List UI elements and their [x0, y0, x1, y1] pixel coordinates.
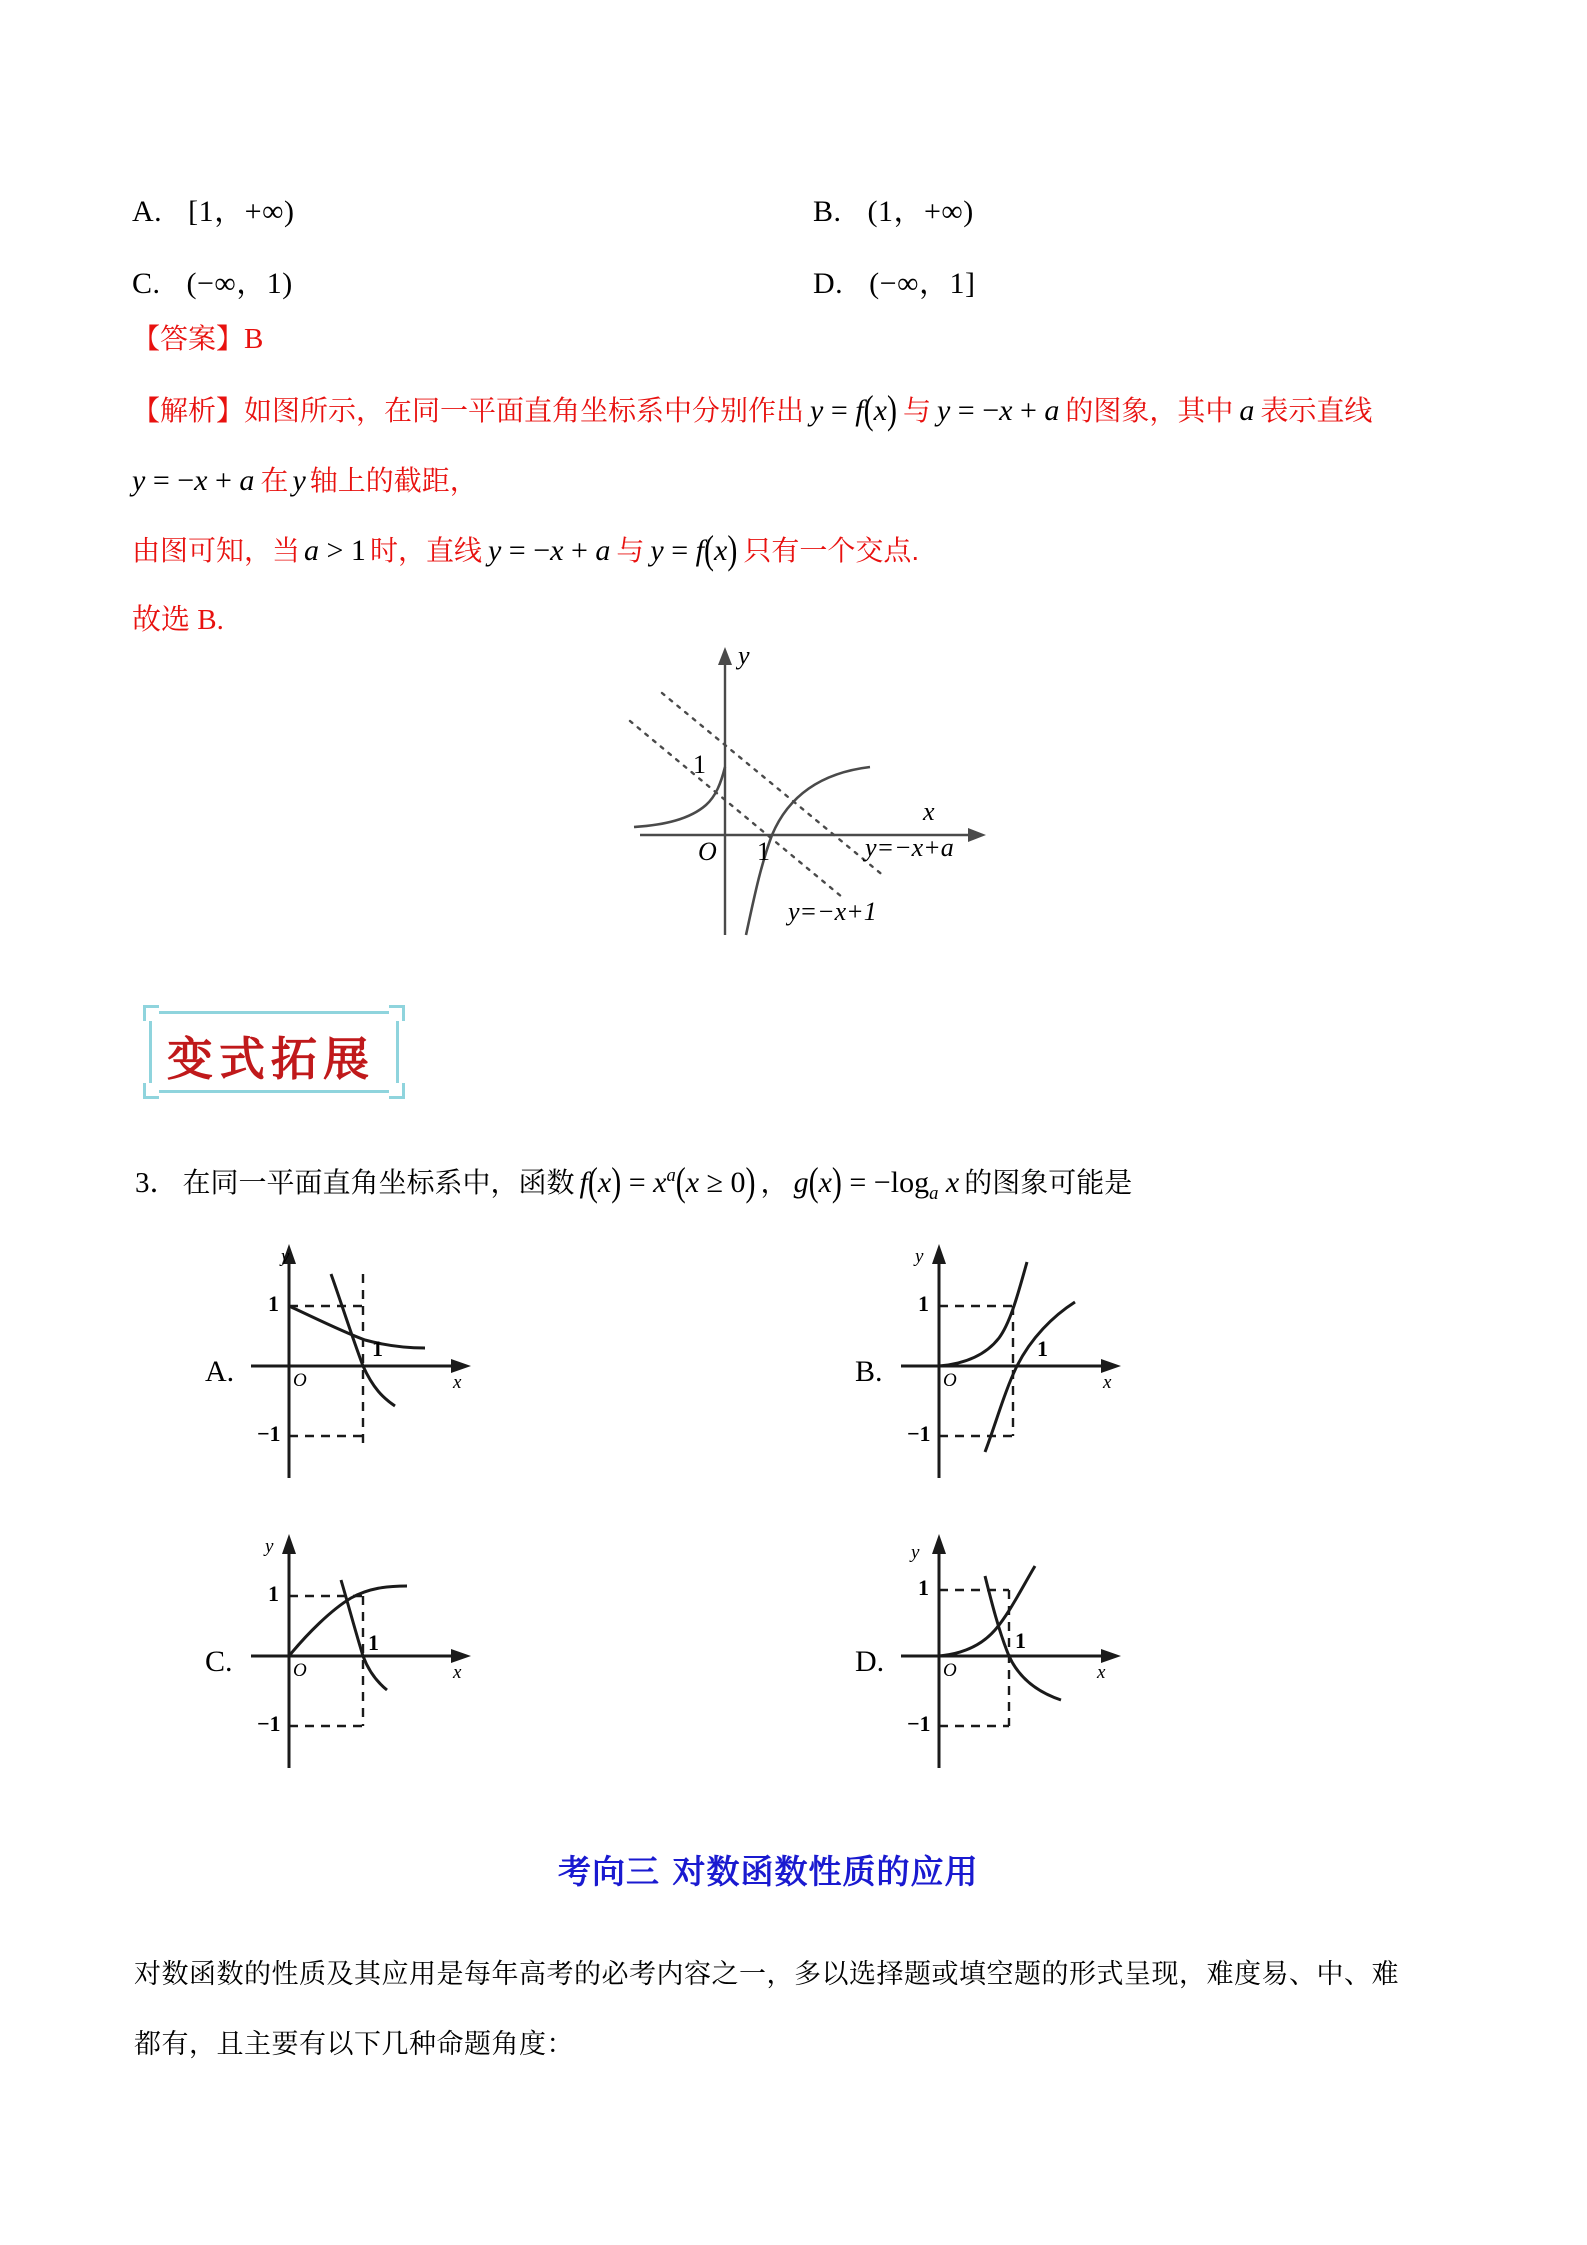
- analysis-formula-fx: y = f(x): [810, 388, 897, 433]
- analysis-line-3: [132, 528, 920, 573]
- origin-label: O: [293, 1660, 307, 1681]
- q3-option-a-svg: [235, 1240, 495, 1490]
- analysis-line-2: [132, 466, 478, 496]
- option-c[interactable]: [132, 258, 293, 302]
- analysis-line-4: 故选 B.: [132, 604, 224, 636]
- q3-option-a-figure: [235, 1240, 495, 1490]
- option-c-label: C.: [132, 267, 161, 300]
- tick-x1: 1: [368, 1630, 379, 1655]
- origin-label: O: [293, 1370, 307, 1391]
- question3-number: 3．: [135, 1167, 179, 1199]
- y-axis-arrow: [282, 1534, 296, 1554]
- question3-text1: 在同一平面直角坐标系中，函数: [182, 1167, 575, 1198]
- tick-y1: 1: [268, 1291, 279, 1316]
- answer-value: B: [244, 323, 264, 355]
- tick-x1: 1: [1015, 1628, 1026, 1653]
- q3-option-c-figure: [235, 1530, 495, 1780]
- analysis-line1-text4: 表示直线: [1260, 395, 1373, 426]
- analysis-line2-text2: 轴上的截距，: [309, 465, 478, 496]
- q3-option-b-figure: [885, 1240, 1145, 1490]
- analysis-line1-text3: 的图象，其中: [1065, 395, 1234, 426]
- analysis-line2-formula: y = −x + a: [132, 464, 255, 497]
- axis-y-label: y: [911, 1542, 920, 1563]
- tick-ym1: −1: [907, 1711, 931, 1736]
- notch-top-right: [389, 1005, 405, 1021]
- x-axis-arrow: [1101, 1359, 1121, 1373]
- intro-paragraph-line-1: 对数函数的性质及其应用是每年高考的必考内容之一，多以选择题或填空题的形式呈现，难度易、中、难: [134, 1959, 1399, 1989]
- axis-x-label: x: [1103, 1372, 1112, 1393]
- analysis-formula-line: y = −x + a: [936, 394, 1060, 427]
- notch-bottom-left: [143, 1083, 159, 1099]
- main-figure-tick-x1: 1: [757, 837, 770, 866]
- curve-left-exponential: [634, 767, 725, 827]
- tick-y1: 1: [918, 1575, 929, 1600]
- axis-x-label: x: [1097, 1662, 1106, 1683]
- tick-x1: 1: [372, 1336, 383, 1361]
- origin-label: O: [943, 1370, 957, 1391]
- analysis-line2-formula-y: y: [292, 464, 306, 497]
- question3-formula-g: $g(x) = -\log_a$ x: [793, 1160, 960, 1205]
- analysis-line1-text2: 与: [902, 395, 931, 426]
- option-a[interactable]: [132, 186, 294, 230]
- tick-y1: 1: [268, 1581, 279, 1606]
- q3-option-b-label[interactable]: B.: [855, 1355, 883, 1388]
- main-figure-tick-y1: 1: [693, 750, 706, 779]
- axis-y-label: y: [915, 1246, 924, 1267]
- analysis-line3-text3: 与: [616, 535, 645, 566]
- main-figure-y-label: y: [738, 641, 750, 670]
- option-c-text: (−∞，1): [186, 267, 293, 300]
- axis-y-label: y: [281, 1246, 290, 1267]
- axis-y-label: y: [265, 1536, 274, 1557]
- option-a-text: [1，+∞): [188, 195, 295, 228]
- analysis-tag: 【解析】: [132, 395, 245, 426]
- x-axis-arrow: [451, 1649, 471, 1663]
- option-a-label: A.: [132, 195, 163, 228]
- question3-formula-f: $f(x) = x^a(x \ge 0)$: [579, 1160, 756, 1205]
- analysis-line3-text2: 时，直线: [369, 535, 482, 566]
- main-figure-x-label: x: [923, 797, 935, 826]
- intro-paragraph-line-2: 都有，且主要有以下几种命题角度：: [134, 2029, 574, 2059]
- analysis-line3-formula-a1: a > 1: [304, 534, 366, 567]
- analysis-line3-text1: 由图可知，当: [132, 535, 301, 566]
- question3-comma: ，: [760, 1167, 789, 1198]
- answer-line: [132, 325, 263, 354]
- q3-option-d-label[interactable]: D.: [855, 1645, 885, 1678]
- notch-bottom-right: [389, 1083, 405, 1099]
- q3-option-d-figure: [885, 1530, 1145, 1780]
- option-d[interactable]: [813, 258, 975, 302]
- option-d-text: (−∞，1]: [869, 267, 976, 300]
- question3-stem: [135, 1160, 1132, 1205]
- q3-option-d-svg: [885, 1530, 1145, 1780]
- origin-label: O: [943, 1660, 957, 1681]
- option-d-label: D.: [813, 267, 844, 300]
- q3-option-a-label[interactable]: A.: [205, 1355, 235, 1388]
- analysis-line3-formula-line: y = −x + a: [487, 534, 611, 567]
- main-figure-origin-label: O: [698, 837, 717, 866]
- q3-option-b-svg: [885, 1240, 1145, 1490]
- tick-ym1: −1: [257, 1421, 281, 1446]
- analysis-line1-text1: 如图所示，在同一平面直角坐标系中分别作出: [244, 395, 805, 426]
- tick-ym1: −1: [257, 1711, 281, 1736]
- answer-tag: 【答案】: [132, 323, 245, 354]
- y-axis-arrow: [932, 1244, 946, 1264]
- y-axis-arrow: [932, 1534, 946, 1554]
- tick-y1: 1: [918, 1291, 929, 1316]
- option-b-label: B.: [813, 195, 842, 228]
- curve-log-increasing: [985, 1302, 1075, 1452]
- analysis-formula-a: a: [1239, 394, 1255, 427]
- axis-x-label: x: [453, 1662, 462, 1683]
- axis-x-label: x: [453, 1372, 462, 1393]
- y-axis-arrow: [718, 647, 732, 665]
- question3-text2: 的图象可能是: [964, 1167, 1133, 1198]
- main-figure: [620, 641, 1000, 945]
- notch-top-left: [143, 1005, 159, 1021]
- analysis-line2-text1: 在: [260, 465, 289, 496]
- q3-option-c-svg: [235, 1530, 495, 1780]
- dotted-line-1: [630, 721, 842, 897]
- x-axis-arrow: [451, 1359, 471, 1373]
- option-b[interactable]: [813, 186, 974, 230]
- analysis-line3-text4: 只有一个交点.: [743, 535, 920, 566]
- analysis-line-1: [132, 388, 1373, 433]
- main-figure-label-line-a: y=−x+a: [865, 833, 954, 862]
- main-figure-label-line-1: y=−x+1: [788, 897, 877, 926]
- tick-x1: 1: [1037, 1336, 1048, 1361]
- x-axis-arrow: [1101, 1649, 1121, 1663]
- dotted-line-a: [662, 693, 885, 877]
- tick-ym1: −1: [907, 1421, 931, 1446]
- biaoshi-tuozhan-text: 变式拓展: [167, 1032, 375, 1086]
- x-axis-arrow: [968, 828, 986, 842]
- option-b-text: (1，+∞): [867, 195, 974, 228]
- section-heading: 考向三 对数函数性质的应用: [558, 1852, 979, 1891]
- q3-option-c-label[interactable]: C.: [205, 1645, 233, 1678]
- analysis-line3-formula-fx: y = f(x): [650, 528, 738, 573]
- curve-power-decreasing: [289, 1306, 425, 1348]
